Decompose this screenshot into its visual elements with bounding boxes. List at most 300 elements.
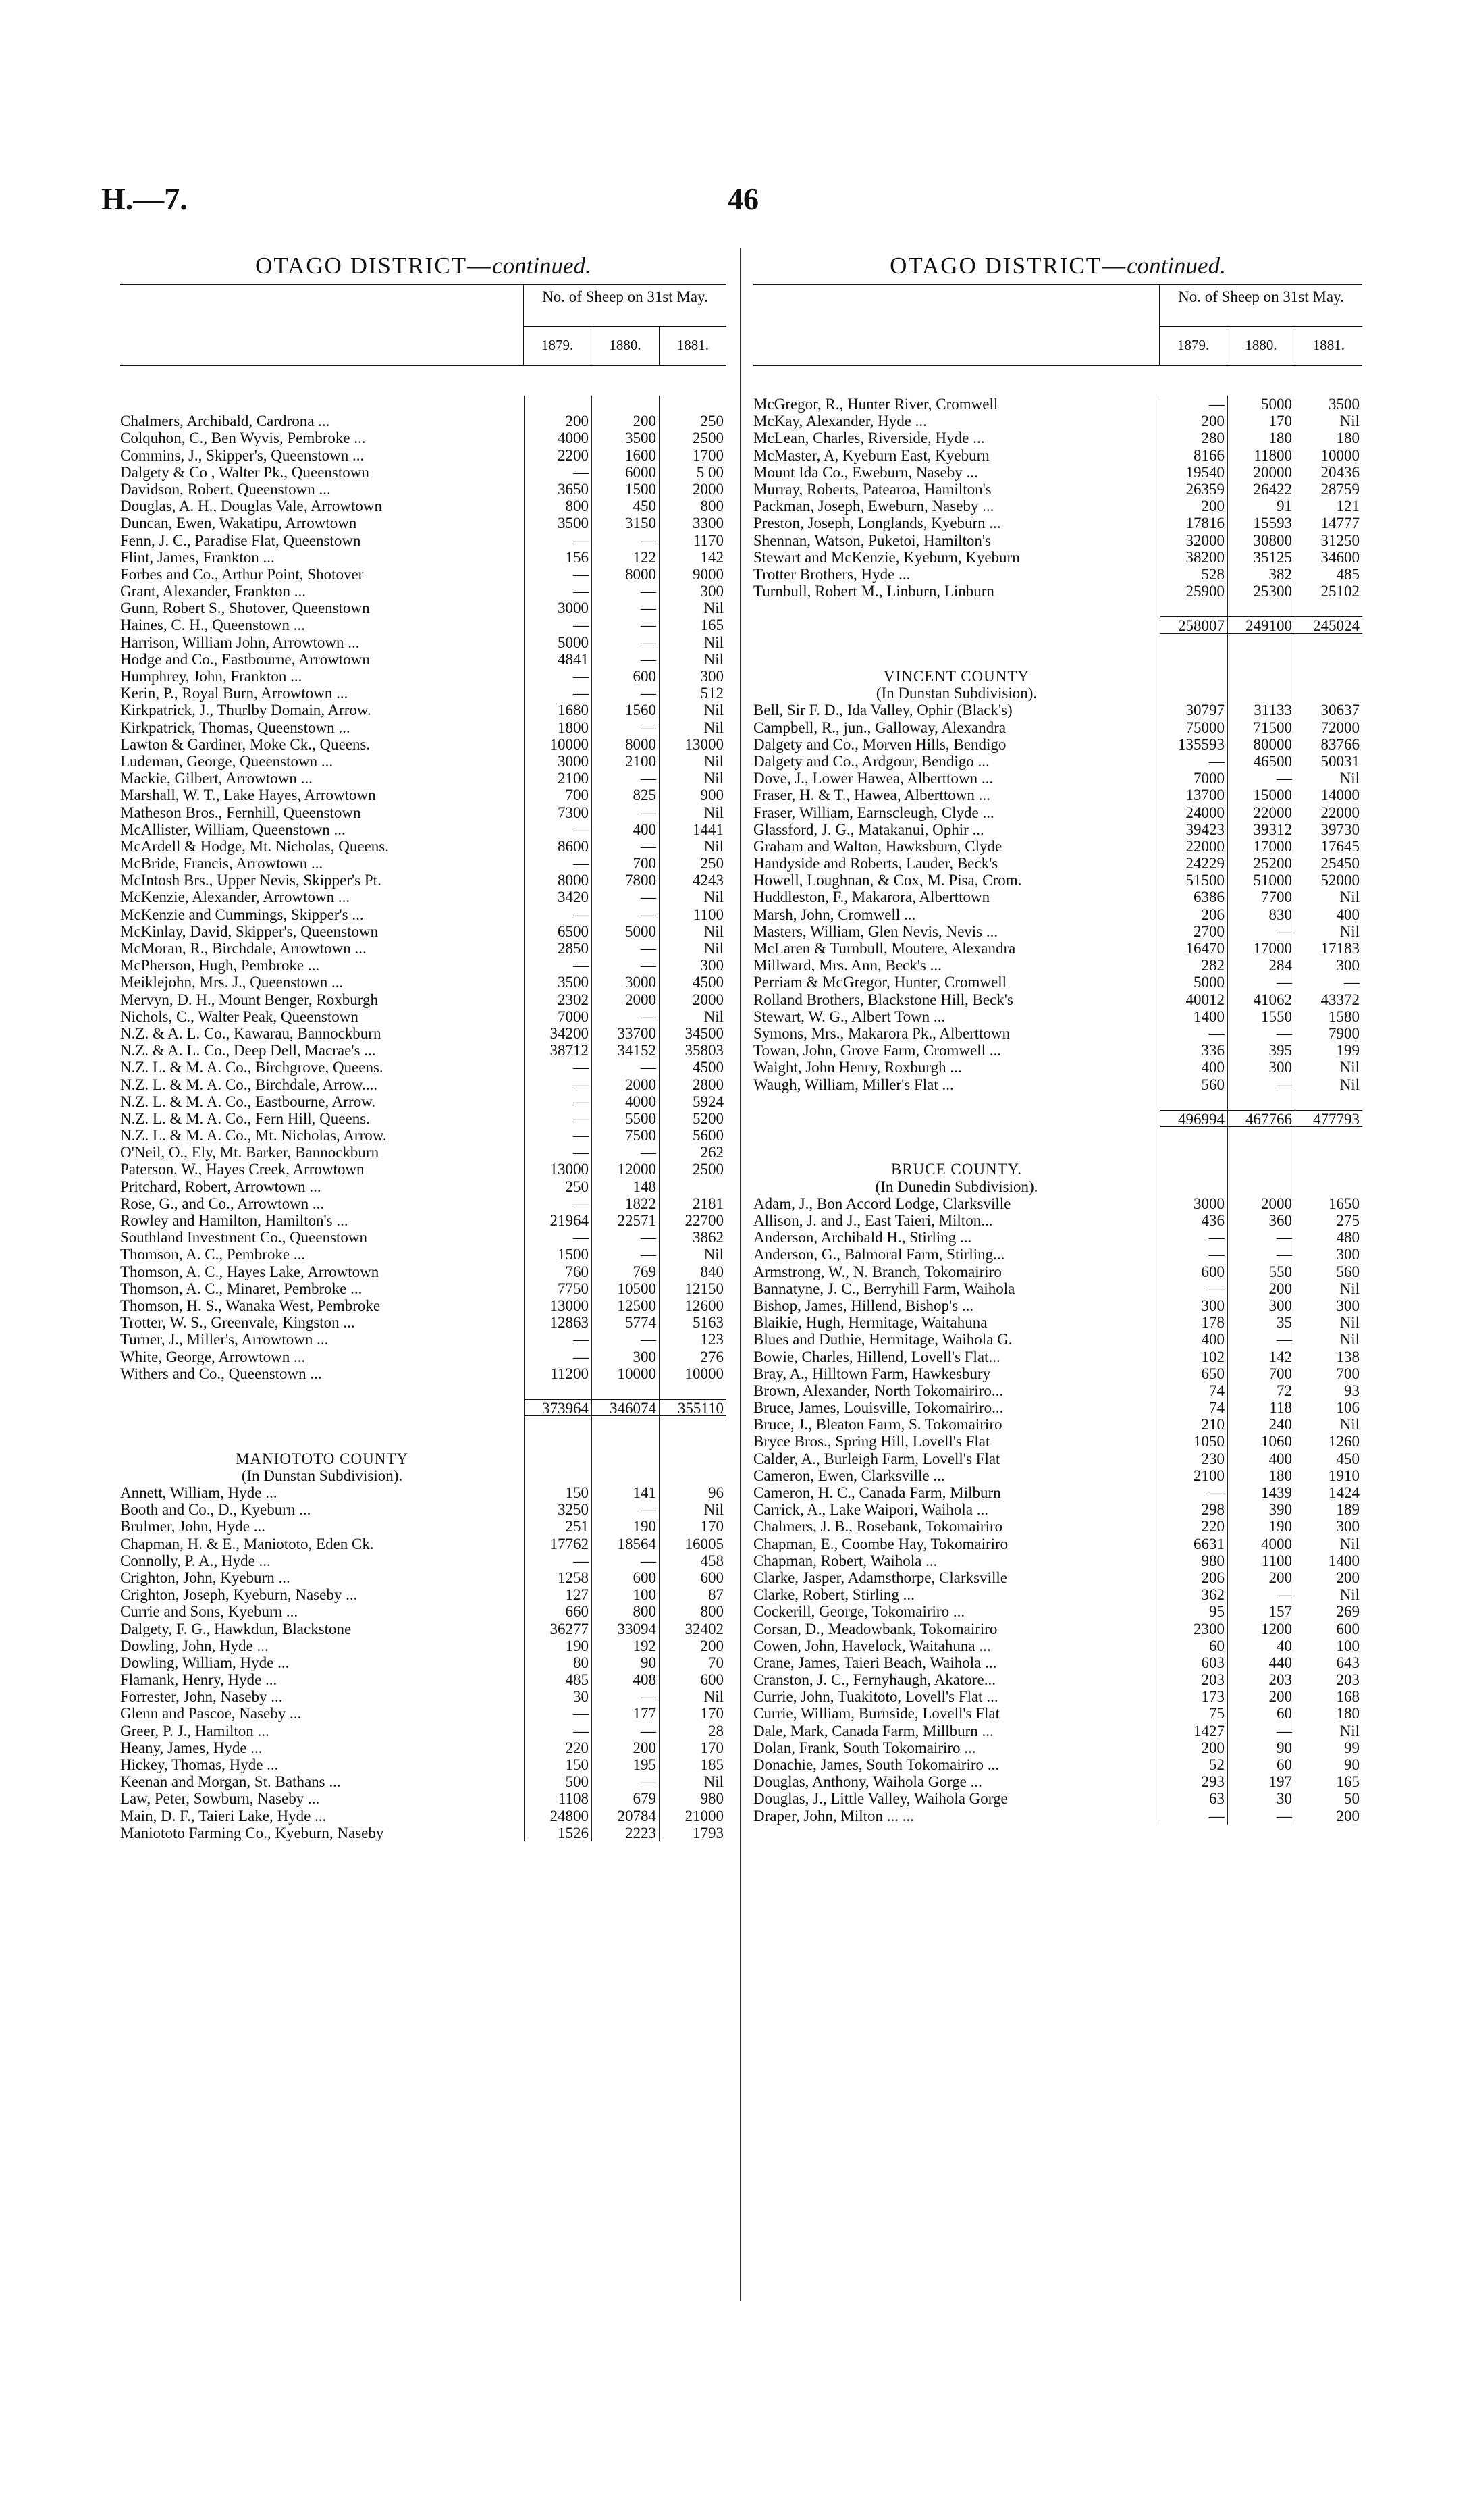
sheep-1880-cell: — <box>591 1773 659 1790</box>
sheep-1879-cell: 75 <box>1160 1705 1227 1722</box>
sheep-1879-cell: 485 <box>524 1671 591 1688</box>
sheep-1879-cell: 156 <box>524 549 591 566</box>
sheep-1881-cell: 180 <box>1295 429 1362 446</box>
sheep-1880-cell: 400 <box>1227 1450 1295 1467</box>
sheep-1880-cell <box>1227 1093 1295 1110</box>
owner-cell: Bryce Bros., Spring Hill, Lovell's Flat <box>753 1433 990 1450</box>
table-row <box>753 787 1362 804</box>
sheep-1880-cell: 15000 <box>1227 787 1295 804</box>
sheep-1879-cell: — <box>524 1723 591 1739</box>
sheep-1880-cell: 5000 <box>1227 396 1295 413</box>
sheep-1881-cell: 50 <box>1295 1790 1362 1807</box>
sheep-1879-cell: 1258 <box>524 1569 591 1586</box>
year-header-1879: 1879. <box>541 337 574 353</box>
sheep-1881-cell: 300 <box>1295 957 1362 974</box>
sheep-1880-cell: 91 <box>1227 498 1295 515</box>
sheep-1880-cell: 300 <box>1227 1059 1295 1076</box>
owner-cell: Thomson, A. C., Pembroke ... <box>120 1246 306 1263</box>
sheep-1879-cell: 150 <box>524 1484 591 1501</box>
sheep-1881-cell: 10000 <box>1295 447 1362 464</box>
sheep-1881-cell: 34500 <box>659 1025 726 1042</box>
owner-cell: Marshall, W. T., Lake Hayes, Arrowtown <box>120 787 376 804</box>
table-row <box>120 1416 726 1433</box>
table-row <box>120 396 726 413</box>
sheep-1881-cell: 1424 <box>1295 1484 1362 1501</box>
table-row <box>120 872 726 889</box>
sheep-1879-cell: — <box>1160 1229 1227 1246</box>
sheep-1880-cell: — <box>591 1688 659 1705</box>
sheep-1879-cell: 251 <box>524 1518 591 1535</box>
table-row <box>753 991 1362 1008</box>
owner-cell: Brown, Alexander, North Tokomairiro... <box>753 1382 1004 1399</box>
owner-cell: Allison, J. and J., East Taieri, Milton... <box>753 1212 993 1229</box>
sheep-1881-cell: Nil <box>659 889 726 905</box>
sheep-1879-cell <box>524 1450 591 1467</box>
sheep-1881-cell: 22700 <box>659 1212 726 1229</box>
sheep-1881-cell: 14777 <box>1295 515 1362 531</box>
owner-cell: Crighton, John, Kyeburn ... <box>120 1569 290 1586</box>
sheep-1880-cell: 1060 <box>1227 1433 1295 1450</box>
table-row <box>120 583 726 600</box>
owner-cell: N.Z. L. & M. A. Co., Birchdale, Arrow.... <box>120 1076 378 1093</box>
table-row <box>120 1808 726 1825</box>
sheep-1881-cell: 600 <box>659 1569 726 1586</box>
table-row <box>753 736 1362 753</box>
sheep-1881-cell: 480 <box>1295 1229 1362 1246</box>
sheep-1881-cell: 7900 <box>1295 1025 1362 1042</box>
owner-cell: Stewart and McKenzie, Kyeburn, Kyeburn <box>753 548 1020 566</box>
left-title-continued: continued. <box>492 253 591 279</box>
sheep-1879-cell: 26359 <box>1160 481 1227 498</box>
owner-cell: White, George, Arrowtown ... <box>120 1348 306 1365</box>
sheep-1880-cell: 395 <box>1227 1042 1295 1059</box>
sheep-1881-cell: 1400 <box>1295 1552 1362 1569</box>
sheep-1881-cell: 560 <box>1295 1263 1362 1280</box>
sheep-1880-cell: 157 <box>1227 1603 1295 1620</box>
sheep-1881-cell: 138 <box>1295 1348 1362 1365</box>
sheep-1879-cell: 19540 <box>1160 464 1227 481</box>
owner-cell: Dalgety and Co., Morven Hills, Bendigo <box>753 735 1007 753</box>
sheep-1880-cell: 600 <box>591 668 659 685</box>
owner-cell: Blaikie, Hugh, Hermitage, Waitahuna <box>753 1314 988 1332</box>
sheep-1881-cell: 9000 <box>659 566 726 583</box>
owner-cell: Cowen, John, Havelock, Waitahuna ... <box>753 1637 991 1654</box>
sheep-1880-cell: — <box>1227 1331 1295 1348</box>
sheep-1879-cell: 6500 <box>524 923 591 940</box>
sheep-1881-cell: 121 <box>1295 498 1362 515</box>
sheep-1879-cell: — <box>524 532 591 549</box>
sheep-1881-cell: 700 <box>1295 1365 1362 1382</box>
sheep-1880-cell: 2000 <box>591 1076 659 1093</box>
sheep-1881-cell: 1170 <box>659 532 726 549</box>
owner-cell <box>753 616 1160 633</box>
owner-cell: Currie, William, Burnside, Lovell's Flat <box>753 1705 1000 1723</box>
sheep-1881-cell <box>1295 1127 1362 1144</box>
owner-cell: Millward, Mrs. Ann, Beck's ... <box>753 957 942 974</box>
owner-cell: (In Dunstan Subdivision). <box>241 1467 403 1484</box>
owner-cell: Dalgety & Co , Walter Pk., Queenstown <box>120 463 369 481</box>
sheep-1879-cell: — <box>524 583 591 600</box>
owner-cell: Chapman, Robert, Waihola ... <box>753 1552 938 1569</box>
sheep-1880-cell <box>1227 651 1295 668</box>
sheep-1881-cell: 1793 <box>659 1825 726 1841</box>
sheep-1879-cell: 102 <box>1160 1348 1227 1365</box>
sheep-1880-cell: 35 <box>1227 1314 1295 1331</box>
sheep-1879-cell: 1500 <box>524 1246 591 1263</box>
table-row <box>120 923 726 940</box>
sheep-1880-cell: 7500 <box>591 1127 659 1144</box>
sheep-1880-cell: — <box>591 957 659 974</box>
sheep-1881-cell: 35803 <box>659 1042 726 1059</box>
sheep-1880-cell: 22000 <box>1227 804 1295 821</box>
sheep-1879-cell: 6386 <box>1160 889 1227 905</box>
sheep-1879-cell: — <box>1160 1025 1227 1042</box>
sheep-1879-cell: 1108 <box>524 1790 591 1807</box>
table-row <box>120 634 726 651</box>
owner-cell: Cameron, H. C., Canada Farm, Milburn <box>753 1484 1001 1501</box>
sheep-1880-cell: 15593 <box>1227 515 1295 531</box>
sheep-1879-cell <box>1160 685 1227 702</box>
sheep-1879-cell: 38712 <box>524 1042 591 1059</box>
sheep-1879-cell: 12863 <box>524 1314 591 1331</box>
sheep-1881-cell <box>1295 1161 1362 1178</box>
sheep-1881-cell: 450 <box>1295 1450 1362 1467</box>
owner-cell: Dowling, William, Hyde ... <box>120 1654 290 1671</box>
sheep-1880-cell: 700 <box>1227 1365 1295 1382</box>
owner-cell: MANIOTOTO COUNTY <box>235 1450 408 1467</box>
table-row <box>120 1059 726 1076</box>
sheep-1881-cell: Nil <box>659 702 726 718</box>
owner-cell: Bruce, James, Louisville, Tokomairiro... <box>753 1399 1004 1417</box>
table-row <box>120 1093 726 1110</box>
table-row <box>753 923 1362 940</box>
owner-cell: Douglas, Anthony, Waihola Gorge ... <box>753 1773 982 1791</box>
sheep-1880-cell: 180 <box>1227 429 1295 446</box>
sheep-1879-cell: — <box>524 1195 591 1212</box>
sheep-1881-cell: Nil <box>1295 923 1362 940</box>
owner-cell: (In Dunedin Subdivision). <box>875 1178 1038 1195</box>
sheep-1879-cell: 39423 <box>1160 821 1227 838</box>
sheep-1880-cell <box>591 1450 659 1467</box>
sheep-1880-cell: 190 <box>591 1518 659 1535</box>
sheep-1879-cell: 24229 <box>1160 855 1227 872</box>
sheep-1880-cell: 20000 <box>1227 464 1295 481</box>
sheep-1880-cell <box>1227 600 1295 616</box>
sheep-1881-cell <box>659 1450 726 1467</box>
sheep-1880-cell: 118 <box>1227 1399 1295 1416</box>
sheep-1879-cell: 2100 <box>524 770 591 787</box>
table-row <box>753 515 1362 531</box>
sheep-1879-cell: 230 <box>1160 1450 1227 1467</box>
sheep-1881-cell: 93 <box>1295 1382 1362 1399</box>
sheep-1879-cell: 8166 <box>1160 447 1227 464</box>
sheep-1881-cell: Nil <box>659 634 726 651</box>
owner-cell: McMoran, R., Birchdale, Arrowtown ... <box>120 940 367 957</box>
owner-cell: McPherson, Hugh, Pembroke ... <box>120 957 320 974</box>
sheep-1881-cell: 300 <box>659 583 726 600</box>
year-header-1879: 1879. <box>1177 337 1210 353</box>
sheep-1880-cell <box>1227 1144 1295 1161</box>
owner-cell: Turnbull, Robert M., Linburn, Linburn <box>753 583 994 600</box>
sheep-1881-cell: Nil <box>1295 1076 1362 1093</box>
sheep-1881-cell: Nil <box>659 1501 726 1518</box>
sheep-1879-cell <box>1160 600 1227 616</box>
sheep-1881-cell: 170 <box>659 1518 726 1535</box>
sheep-1881-cell: 1580 <box>1295 1008 1362 1025</box>
sheep-1879-cell: — <box>524 957 591 974</box>
sheep-1880-cell: 40 <box>1227 1637 1295 1654</box>
owner-cell <box>753 1127 1160 1144</box>
sheep-1879-cell: 206 <box>1160 1569 1227 1586</box>
table-row <box>120 1773 726 1790</box>
sheep-1881-cell: Nil <box>659 923 726 940</box>
owner-cell: Fraser, William, Earnscleugh, Clyde ... <box>753 804 994 821</box>
owner-cell: McIntosh Brs., Upper Nevis, Skipper's Pt. <box>120 872 381 889</box>
table-row <box>753 1365 1362 1382</box>
owner-cell: Chapman, H. & E., Maniototo, Eden Ck. <box>120 1535 374 1552</box>
sheep-1880-cell <box>1227 634 1295 651</box>
owner-cell: Corsan, D., Meadowbank, Tokomairiro <box>753 1620 998 1637</box>
owner-cell: Colquhon, C., Ben Wyvis, Pembroke ... <box>120 429 366 447</box>
table-row <box>753 1586 1362 1603</box>
owner-cell: Forrester, John, Naseby ... <box>120 1688 283 1706</box>
table-row <box>753 855 1362 872</box>
table-row <box>753 1025 1362 1042</box>
sheep-1881-cell: 189 <box>1295 1501 1362 1518</box>
sheep-1879-cell: 5000 <box>1160 974 1227 991</box>
table-row <box>120 838 726 855</box>
table-row <box>120 957 726 974</box>
owner-cell: Grant, Alexander, Frankton ... <box>120 583 306 600</box>
table-row <box>120 1042 726 1059</box>
sheep-1879-cell: 800 <box>524 498 591 515</box>
sheep-1879-cell: — <box>524 1110 591 1127</box>
sheep-1880-cell <box>591 1382 659 1399</box>
sheep-1880-cell: 148 <box>591 1178 659 1195</box>
table-row <box>753 1008 1362 1025</box>
table-row <box>753 549 1362 566</box>
sheep-1880-cell: 240 <box>1227 1416 1295 1433</box>
sheep-1881-cell: 10000 <box>659 1365 726 1382</box>
table-row <box>120 616 726 633</box>
owner-cell: Bishop, James, Hillend, Bishop's ... <box>753 1296 974 1314</box>
sheep-1880-cell: 51000 <box>1227 872 1295 889</box>
sheep-1881-cell <box>1295 668 1362 685</box>
sheep-1881-cell <box>1295 1178 1362 1195</box>
table-row <box>753 974 1362 991</box>
sheep-1879-cell: 298 <box>1160 1501 1227 1518</box>
sheep-1881-cell <box>1295 634 1362 651</box>
table-row <box>753 1756 1362 1773</box>
sheep-1881-cell: 43372 <box>1295 991 1362 1008</box>
sheep-1879-cell: 13000 <box>524 1297 591 1314</box>
sheep-1879-cell: 373964 <box>524 1399 591 1416</box>
owner-cell: Murray, Roberts, Patearoa, Hamilton's <box>753 480 992 498</box>
sheep-1880-cell: 200 <box>1227 1569 1295 1586</box>
sheep-1880-cell: 60 <box>1227 1756 1295 1773</box>
sheep-1881-cell: 477793 <box>1295 1110 1362 1127</box>
table-row <box>120 753 726 770</box>
table-row <box>753 1739 1362 1756</box>
sheep-1879-cell: 436 <box>1160 1212 1227 1229</box>
table-row <box>753 1552 1362 1569</box>
owner-cell: N.Z. L. & M. A. Co., Mt. Nicholas, Arrow. <box>120 1127 387 1145</box>
sheep-1880-cell: 122 <box>591 549 659 566</box>
table-row <box>120 1637 726 1654</box>
sheep-1879-cell: — <box>524 668 591 685</box>
owner-cell: BRUCE COUNTY. <box>890 1161 1023 1178</box>
table-row <box>753 1263 1362 1280</box>
owner-cell: Brulmer, John, Hyde ... <box>120 1518 265 1535</box>
sheep-1880-cell: 22571 <box>591 1212 659 1229</box>
sheep-1880-cell: — <box>591 1331 659 1348</box>
table-row <box>120 1025 726 1042</box>
table-row <box>753 1297 1362 1314</box>
sheep-1879-cell: 280 <box>1160 429 1227 446</box>
sheep-1881-cell: Nil <box>1295 889 1362 905</box>
sheep-1881-cell: 300 <box>1295 1246 1362 1263</box>
left-table-body <box>120 396 726 1841</box>
table-row <box>753 464 1362 481</box>
owner-cell: Dalgety and Co., Ardgour, Bendigo ... <box>753 752 990 770</box>
owner-cell: N.Z. L. & M. A. Co., Eastbourne, Arrow. <box>120 1093 375 1110</box>
owner-cell: Ludeman, George, Queenstown ... <box>120 752 333 770</box>
sheep-1881-cell: Nil <box>1295 1280 1362 1297</box>
table-row <box>120 413 726 429</box>
sheep-1879-cell: 2100 <box>1160 1467 1227 1484</box>
sheep-1880-cell: 382 <box>1227 566 1295 583</box>
sheep-1881-cell: 2181 <box>659 1195 726 1212</box>
sheep-1879-cell: 3420 <box>524 889 591 905</box>
owner-cell: N.Z. L. & M. A. Co., Fern Hill, Queens. <box>120 1109 370 1127</box>
sheep-1879-cell: 80 <box>524 1654 591 1671</box>
year-header-1880: 1880. <box>1227 327 1294 365</box>
owner-cell: Dalgety, F. G., Hawkdun, Blackstone <box>120 1620 352 1637</box>
owner-cell: Blues and Duthie, Hermitage, Waihola G. <box>753 1331 1013 1348</box>
sheep-1880-cell: 90 <box>591 1654 659 1671</box>
sheep-1880-cell: 11800 <box>1227 447 1295 464</box>
owner-cell: Annett, William, Hyde ... <box>120 1484 277 1501</box>
owner-cell: Glassford, J. G., Matakanui, Ophir ... <box>753 820 984 838</box>
sheep-1880-cell: 550 <box>1227 1263 1295 1280</box>
sheep-1881-cell: 203 <box>1295 1671 1362 1688</box>
table-row <box>753 1790 1362 1807</box>
sheep-1879-cell: 8600 <box>524 838 591 855</box>
owner-cell: Thomson, H. S., Wanaka West, Pembroke <box>120 1296 381 1314</box>
table-row <box>120 685 726 702</box>
owner-cell: Waight, John Henry, Roxburgh ... <box>753 1059 962 1076</box>
sheep-1881-cell: 2500 <box>659 429 726 446</box>
sheep-1880-cell <box>591 1416 659 1433</box>
sheep-1879-cell <box>1160 1093 1227 1110</box>
sheep-1880-cell <box>1227 1178 1295 1195</box>
table-row <box>120 447 726 464</box>
owner-cell: Booth and Co., D., Kyeburn ... <box>120 1501 311 1519</box>
sheep-1879-cell: — <box>524 464 591 481</box>
owner-cell: Douglas, A. H., Douglas Vale, Arrowtown <box>120 498 382 515</box>
sheep-1880-cell: 17000 <box>1227 940 1295 957</box>
sheep-1879-cell: 8000 <box>524 872 591 889</box>
table-row <box>120 1076 726 1093</box>
table-row <box>753 532 1362 549</box>
sheep-1880-cell: 830 <box>1227 906 1295 923</box>
sheep-1881-cell: 180 <box>1295 1705 1362 1722</box>
table-row <box>753 838 1362 855</box>
sheep-1881-cell: 13000 <box>659 736 726 753</box>
sheep-1881-cell: Nil <box>1295 1059 1362 1076</box>
table-row <box>753 1518 1362 1535</box>
owner-cell: Stewart, W. G., Albert Town ... <box>753 1007 946 1025</box>
left-column <box>120 248 726 1841</box>
owner-cell: Fraser, H. & T., Hawea, Alberttown ... <box>753 787 990 804</box>
table-row <box>753 566 1362 583</box>
owner-cell: Cameron, Ewen, Clarksville ... <box>753 1467 945 1484</box>
sheep-1880-cell: — <box>1227 1808 1295 1825</box>
owner-cell: McKenzie, Alexander, Arrowtown ... <box>120 889 350 906</box>
owner-cell: Hickey, Thomas, Hyde ... <box>120 1756 279 1773</box>
table-row <box>120 515 726 531</box>
sheep-1880-cell: 46500 <box>1227 753 1295 770</box>
table-row <box>753 498 1362 515</box>
sheep-1881-cell: 90 <box>1295 1756 1362 1773</box>
table-row <box>753 906 1362 923</box>
sheep-1881-cell: 5924 <box>659 1093 726 1110</box>
sheep-1879-cell: 2300 <box>1160 1621 1227 1637</box>
owner-cell: Lawton & Gardiner, Moke Ck., Queens. <box>120 735 371 753</box>
table-row <box>753 1059 1362 1076</box>
table-row <box>120 1723 726 1739</box>
sheep-1880-cell: 12000 <box>591 1161 659 1178</box>
sheep-1880-cell: 35125 <box>1227 549 1295 566</box>
sheep-1881-cell: Nil <box>659 651 726 668</box>
sheep-1879-cell: 1800 <box>524 719 591 736</box>
owner-cell <box>120 1382 524 1399</box>
sheep-1881-cell: 800 <box>659 1603 726 1620</box>
table-row <box>120 1110 726 1127</box>
owner-cell: Main, D. F., Taieri Lake, Hyde ... <box>120 1807 327 1825</box>
sheep-1881-cell <box>1295 685 1362 702</box>
sheep-1880-cell: 39312 <box>1227 821 1295 838</box>
table-row <box>120 1314 726 1331</box>
sheep-1879-cell: 3000 <box>524 753 591 770</box>
sheep-1880-cell: 1100 <box>1227 1552 1295 1569</box>
sheep-1881-cell: 39730 <box>1295 821 1362 838</box>
sheep-1879-cell: 5000 <box>524 634 591 651</box>
year-header-1881: 1881. <box>659 327 726 365</box>
sheep-1880-cell: 3150 <box>591 515 659 531</box>
sheep-1880-cell <box>1227 668 1295 685</box>
table-row <box>753 1501 1362 1518</box>
left-table-header <box>120 284 726 366</box>
table-row <box>120 1280 726 1297</box>
sheep-1879-cell: 7300 <box>524 804 591 821</box>
sheep-1880-cell: — <box>591 532 659 549</box>
sheep-1879-cell: 7000 <box>1160 770 1227 787</box>
owner-cell: Packman, Joseph, Eweburn, Naseby ... <box>753 498 994 515</box>
sheep-1881-cell <box>659 1433 726 1450</box>
table-row <box>120 1365 726 1382</box>
sheep-1879-cell: 4841 <box>524 651 591 668</box>
sheep-1880-cell: 360 <box>1227 1212 1295 1229</box>
sheep-1881-cell: Nil <box>1295 770 1362 787</box>
owner-cell <box>120 396 524 413</box>
owner-cell: Donachie, James, South Tokomairiro ... <box>753 1756 999 1773</box>
sheep-1879-cell: 1680 <box>524 702 591 718</box>
sheep-1881-cell: 643 <box>1295 1654 1362 1671</box>
table-row <box>753 804 1362 821</box>
sheep-1881-cell: Nil <box>659 600 726 616</box>
sheep-1880-cell: — <box>1227 1586 1295 1603</box>
